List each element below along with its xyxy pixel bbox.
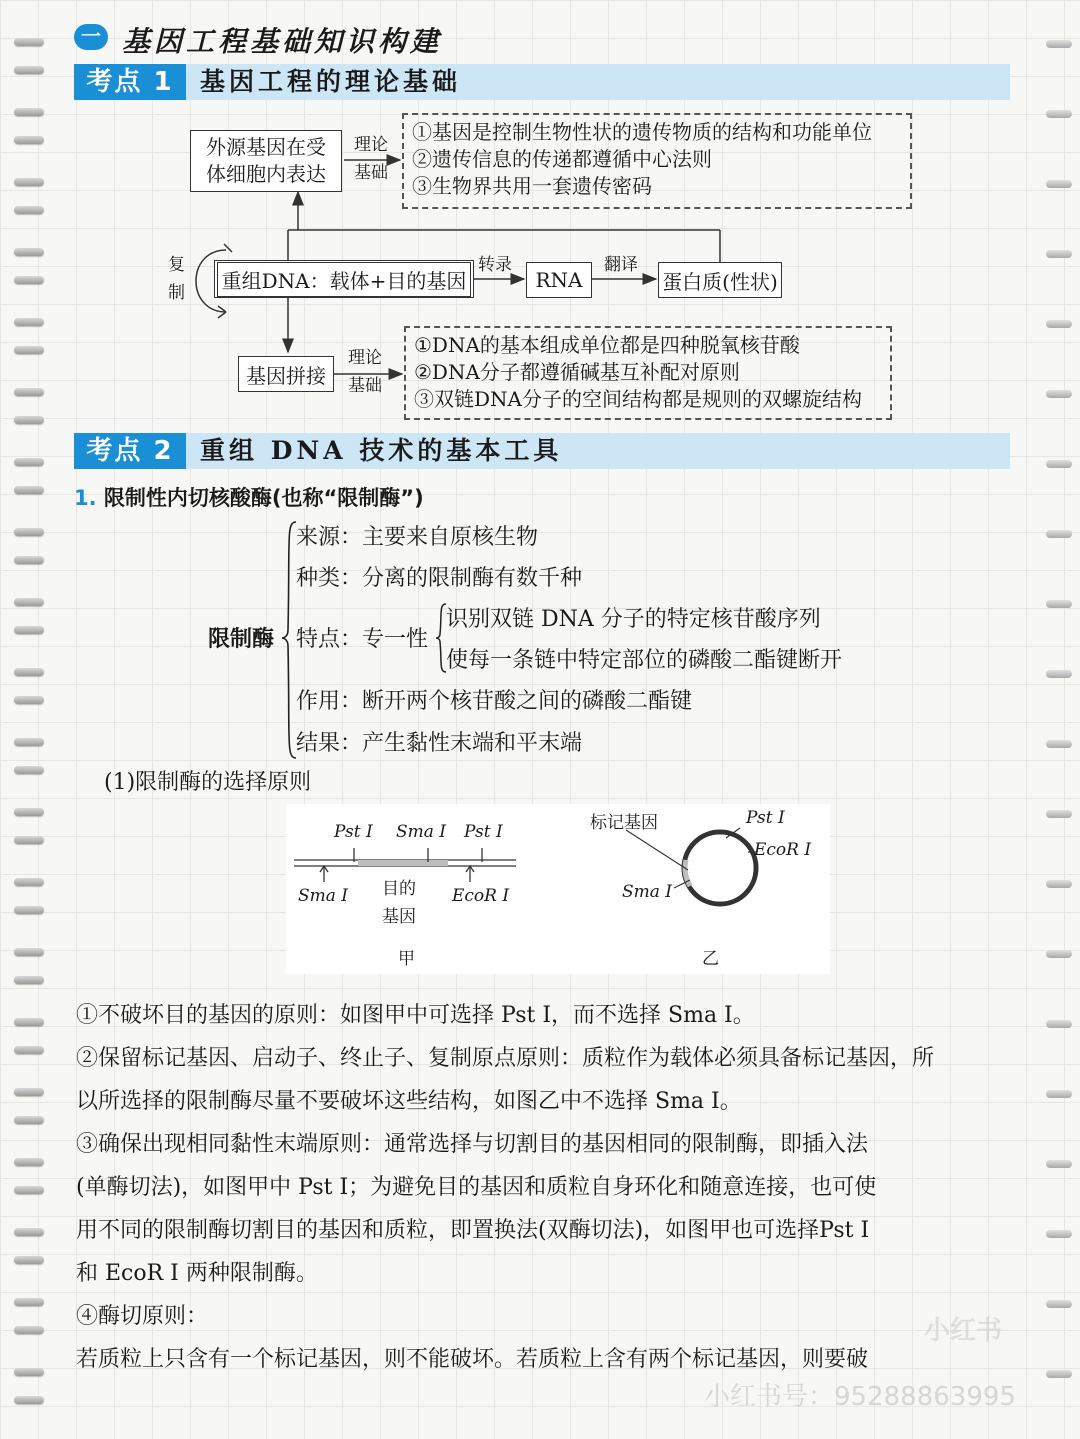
theory-top-box [402, 113, 912, 209]
para-5: (单酶切法)，如图甲中 Pst Ⅰ；为避免目的基因和质粒自身环化和随意连接，也可使 [76, 1175, 877, 1200]
para-9: 若质粒上只含有一个标记基因，则不能破坏。若质粒上含有两个标记基因，则要破 [76, 1347, 869, 1372]
topic2-label: 考点 2 [74, 433, 186, 469]
fig-b-marker-gene: 标记基因 [590, 813, 658, 833]
subsection-text: 限制性内切核酸酶(也称“限制酶”) [103, 486, 424, 510]
recombinant-box [214, 260, 474, 298]
subsection-heading [74, 482, 424, 512]
para-2: ②保留标记基因、启动子、终止子、复制原点原则：质粒作为载体必须具备标记基因，所 [76, 1046, 935, 1071]
watermark-logo: 小红书 [924, 1316, 1003, 1346]
para-3: 以所选择的限制酶尽量不要破坏这些结构，如图乙中不选择 Sma Ⅰ。 [76, 1089, 742, 1114]
topic2-header [74, 433, 1010, 469]
para-4: ③确保出现相同黏性末端原则：通常选择与切割目的基因相同的限制酶，即插入法 [76, 1132, 869, 1157]
theory-label-bottom-1: 理论 [348, 348, 382, 368]
topic2-title: 重组 DNA 技术的基本工具 [200, 436, 563, 465]
tree-feature-a: 识别双链 DNA 分子的特定核苷酸序列 [446, 607, 821, 632]
fig-b-sma: Sma Ⅰ [622, 882, 673, 902]
fig-a-pst-left: Pst Ⅰ [334, 822, 373, 842]
fig-b-caption: 乙 [702, 949, 719, 969]
tree-source: 来源：主要来自原核生物 [296, 525, 539, 550]
plasmid-figure [286, 804, 830, 974]
tree-kinds: 种类：分离的限制酶有数千种 [296, 566, 583, 591]
theory-bottom-3: ③双链DNA分子的空间结构都是规则的双螺旋结构 [414, 387, 862, 411]
recombinant-text: 重组DNA：载体+目的基因 [217, 262, 472, 297]
fig-a-sma-top: Sma Ⅰ [396, 822, 447, 842]
fig-b-pst: Pst Ⅰ [746, 808, 785, 828]
tree-root: 限制酶 [208, 627, 275, 652]
protein-box: 蛋白质(性状) [658, 262, 782, 298]
tree-action: 作用：断开两个核苷酸之间的磷酸二酯键 [296, 689, 693, 714]
theory-top-1: ①基因是控制生物性状的遗传物质的结构和功能单位 [412, 120, 872, 144]
subsection-number: 1. [74, 486, 97, 510]
theory-bottom-box [404, 326, 892, 420]
replicate-label-2: 制 [168, 283, 185, 303]
para-7: 和 EcoR Ⅰ 两种限制酶。 [76, 1261, 318, 1286]
section-number-badge: 一 [74, 24, 108, 50]
tree-result: 结果：产生黏性末端和平末端 [296, 731, 583, 756]
tree-feature-b: 使每一条链中特定部位的磷酸二酯键断开 [446, 648, 843, 673]
translation-label: 翻译 [604, 255, 638, 275]
section-title: 基因工程基础知识构建 [122, 25, 443, 58]
fig-b-ecor: EcoR Ⅰ [754, 840, 812, 860]
fig-a-gene-2: 基因 [382, 907, 416, 927]
theory-label-bottom-2: 基础 [348, 376, 382, 396]
tree-feature: 特点：专一性 [296, 627, 429, 652]
rna-box: RNA [526, 262, 592, 298]
topic1-title: 基因工程的理论基础 [200, 67, 462, 96]
theory-top-2: ②遗传信息的传递都遵循中心法则 [412, 147, 712, 171]
watermark-id: 小红书号：95288863995 [704, 1382, 1016, 1412]
splice-box: 基因拼接 [238, 356, 334, 392]
theory-bottom-1: ①DNA的基本组成单位都是四种脱氧核苷酸 [414, 333, 800, 357]
selection-principle-heading: (1)限制酶的选择原则 [104, 770, 312, 795]
transcription-label: 转录 [478, 255, 512, 275]
fig-a-caption: 甲 [398, 949, 415, 969]
para-1: ①不破坏目的基因的原则：如图甲中可选择 Pst Ⅰ，而不选择 Sma Ⅰ。 [76, 1003, 755, 1028]
fig-a-gene-1: 目的 [382, 879, 416, 899]
theory-bottom-2: ②DNA分子都遵循碱基互补配对原则 [414, 360, 740, 384]
fig-a-pst-right: Pst Ⅰ [464, 822, 503, 842]
topic1-label: 考点 1 [74, 64, 186, 100]
para-8: ④酶切原则： [76, 1304, 209, 1329]
fig-a-ecor: EcoR Ⅰ [452, 886, 510, 906]
para-6: 用不同的限制酶切割目的基因和质粒，即置换法(双酶切法)，如图甲也可选择Pst Ⅰ [76, 1218, 870, 1243]
theory-label-top-2: 基础 [354, 163, 388, 183]
theory-top-3: ③生物界共用一套遗传密码 [412, 174, 652, 198]
express-box [190, 130, 342, 192]
express-line-2: 体细胞内表达 [206, 162, 326, 186]
express-line-1: 外源基因在受 [206, 135, 326, 159]
fig-a-sma-bottom: Sma Ⅰ [298, 886, 349, 906]
replicate-label-1: 复 [168, 255, 185, 275]
theory-label-top-1: 理论 [354, 135, 388, 155]
